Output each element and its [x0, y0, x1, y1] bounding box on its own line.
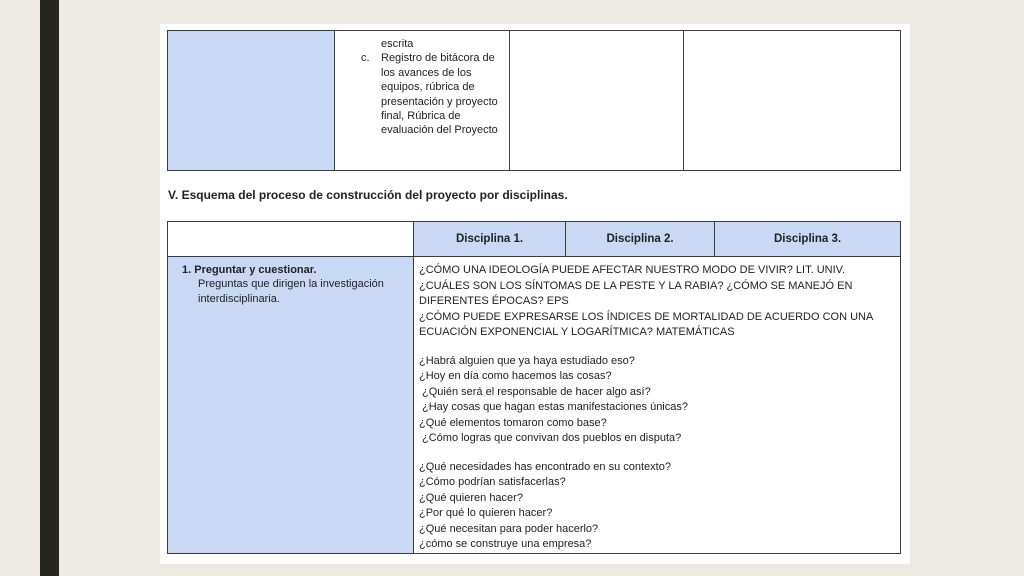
list-continuation-text: escrita — [381, 38, 414, 50]
question-item: ¿Qué necesidades has encontrado en su contexto? — [419, 460, 671, 473]
question-item: ¿Cómo logras que convivan dos pueblos en disputa? — [422, 432, 682, 444]
question-item: ¿Cómo podrían satisfacerlas? — [419, 476, 566, 488]
question-item: ¿CÓMO PUEDE EXPRESARSE LOS ÍNDICES DE MORTALIDAD DE ACUERDO CON UNA ECUACIÓN EXPONENCIAL Y LOGARÍTMICA? MATEMÁTICAS — [419, 310, 873, 338]
header-discipline-2: Disciplina 2. — [566, 222, 715, 257]
question-item: ¿Qué necesitan para poder hacerlo? — [419, 522, 599, 535]
step-cell — [168, 257, 414, 554]
question-item: ¿Qué quieren hacer? — [419, 491, 523, 504]
step-title: 1. Preguntar y cuestionar. — [182, 264, 317, 276]
table-cell-instruments — [335, 31, 510, 171]
table-row — [168, 257, 901, 554]
table-cell-empty — [684, 31, 901, 171]
document-page — [160, 24, 910, 564]
question-item: ¿Por qué lo quieren hacer? — [419, 507, 553, 519]
list-item — [361, 51, 505, 137]
step-subtitle: Preguntas que dirigen la investigación interdisciplinaria. — [198, 278, 384, 305]
header-discipline-3: Disciplina 3. — [715, 222, 901, 257]
table-header-empty — [168, 222, 414, 257]
table-cell-label — [168, 31, 335, 171]
list-item-marker: c. — [361, 52, 370, 65]
table-header-row — [168, 222, 901, 257]
questions-cell — [414, 257, 901, 554]
slide-left-bar — [40, 0, 59, 576]
question-item: ¿cómo se construye una empresa? — [419, 538, 592, 550]
question-item: ¿CÓMO UNA IDEOLOGÍA PUEDE AFECTAR NUESTRO MODO DE VIVIR? LIT. UNIV. — [419, 264, 846, 276]
evaluation-table-continuation — [167, 30, 901, 171]
discipline-schema-table — [167, 221, 901, 554]
question-item: ¿Hoy en día como hacemos las cosas? — [419, 370, 612, 382]
table-cell-empty — [510, 31, 684, 171]
question-item: ¿Qué elementos tomaron como base? — [419, 416, 607, 429]
section-heading: V. Esquema del proceso de construcción del proyecto por disciplinas. — [168, 188, 568, 202]
question-item: ¿CUÁLES SON LOS SÍNTOMAS DE LA PESTE Y LA RABIA? ¿CÓMO SE MANEJÓ EN DIFERENTES ÉPOCAS? EPS — [419, 279, 853, 307]
question-item: ¿Quién será el responsable de hacer algo así? — [422, 385, 651, 398]
question-item: ¿Hay cosas que hagan estas manifestaciones únicas? — [422, 401, 688, 413]
question-item: ¿Habrá alguien que ya haya estudiado eso? — [419, 354, 635, 367]
header-discipline-1: Disciplina 1. — [414, 222, 566, 257]
list-item-text: Registro de bitácora de los avances de los equipos, rúbrica de presentación y proyecto final, Rúbrica de evaluación del Proyecto — [381, 52, 498, 137]
table-row — [168, 31, 901, 171]
